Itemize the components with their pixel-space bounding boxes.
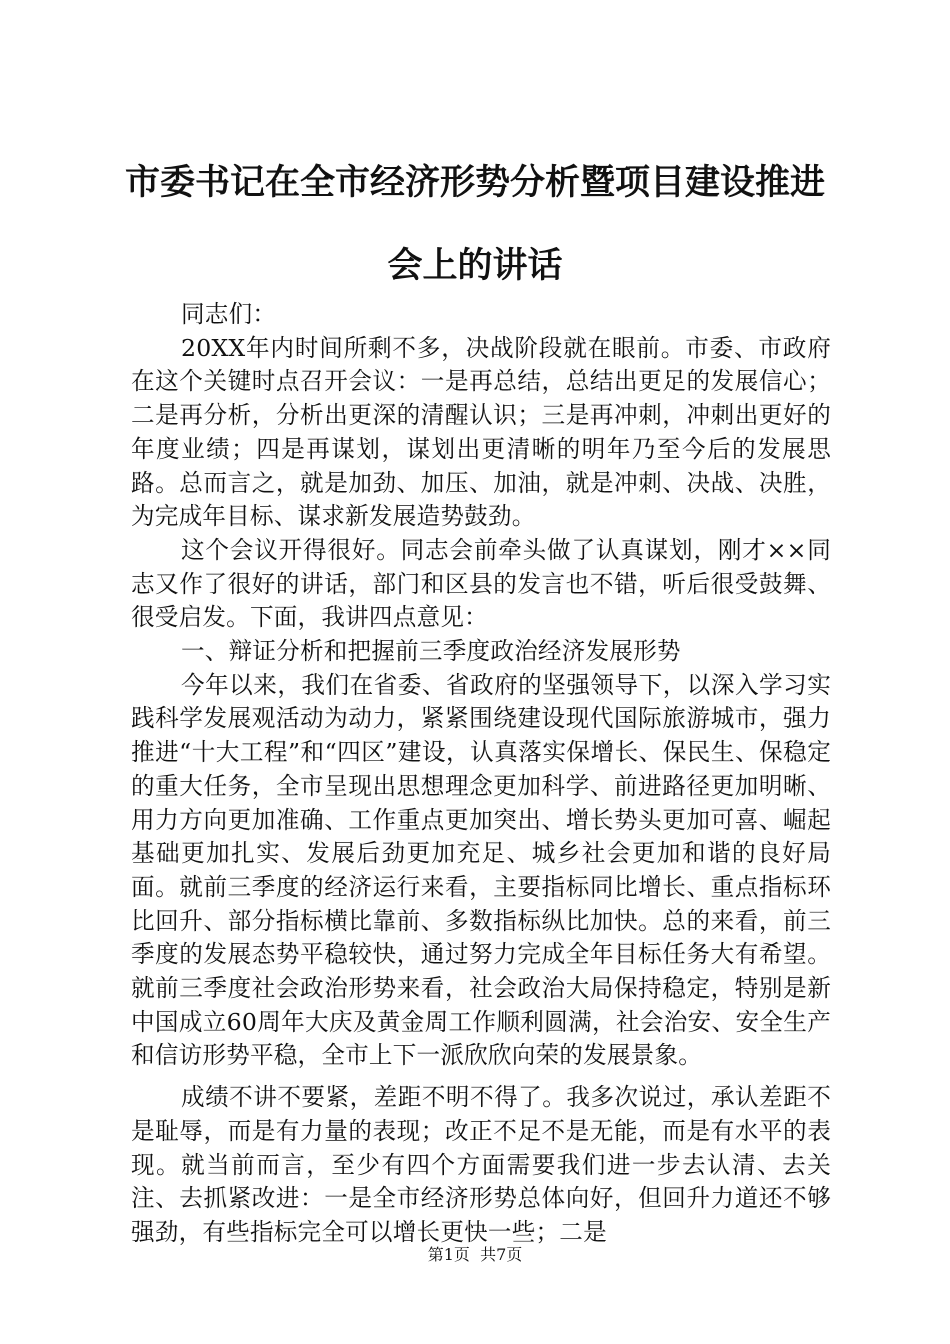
section-heading-1: 一、辩证分析和把握前三季度政治经济发展形势 <box>181 637 681 666</box>
paragraph-1: 20XX年内时间所剩不多，决战阶段就在眼前。市委、市政府在这个关键时点召开会议：一是再总结，总结出更足的发展信心；二是再分析，分析出更深的清醒认识；三是再冲刺，冲刺出更好的年度业绩；四是再谋划，谋划出更清晰的明年乃至今后的发展思路。总而言之，就是加劲、加压、加油，就是冲刺、决战、决胜，为完成年目标、谋求新发展造势鼓劲。 <box>131 333 831 531</box>
page-footer <box>0 1245 950 1265</box>
salutation: 同志们： <box>181 300 277 328</box>
document-title-line-1: 市委书记在全市经济形势分析暨项目建设推进 <box>124 163 825 203</box>
document-body <box>131 298 831 1250</box>
paragraph-2: 这个会议开得很好。同志会前牵头做了认真谋划，刚才××同志又作了很好的讲话，部门和区县的发言也不错，听后很受鼓舞、很受启发。下面，我讲四点意见： <box>131 535 831 632</box>
document-title-line-2: 会上的讲话 <box>387 246 563 286</box>
paragraph-4: 成绩不讲不要紧，差距不明不得了。我多次说过，承认差距不是耻辱，而是有力量的表现；改正不足不是无能，而是有水平的表现。就当前而言，至少有四个方面需要我们进一步去认清、去关注、去抓紧改进：一是全市经济形势总体向好，但回升力道还不够强劲，有些指标完全可以增长更快一些；二是 <box>131 1083 831 1246</box>
paragraph-3: 今年以来，我们在省委、省政府的坚强领导下，以深入学习实践科学发展观活动为动力，紧紧围绕建设现代国际旅游城市，强力推进“十大工程”和“四区”建设，认真落实保增长、保民生、保稳定的重大任务，全市呈现出思想理念更加科学、前进路径更加明晰、用力方向更加准确、工作重点更加突出、增长势头更加可喜、崛起基础更加扎实、发展后劲更加充足、城乡社会更加和谐的良好局面。就前三季度的经济运行来看，主要指标同比增长、重点指标环比回升、部分指标横比靠前、多数指标纵比加快。总的来看，前三季度的发展态势平稳较快，通过努力完成全年目标任务大有希望。就前三季度社会政治形势来看，社会政治大局保持稳定，特别是新中国成立60周年大庆及黄金周工作顺利圆满，社会治安、安全生产和信访形势平稳，全市上下一派欣欣向荣的发展景象。 <box>131 670 831 1070</box>
page-number-label: 第1页 共7页 <box>427 1245 523 1264</box>
